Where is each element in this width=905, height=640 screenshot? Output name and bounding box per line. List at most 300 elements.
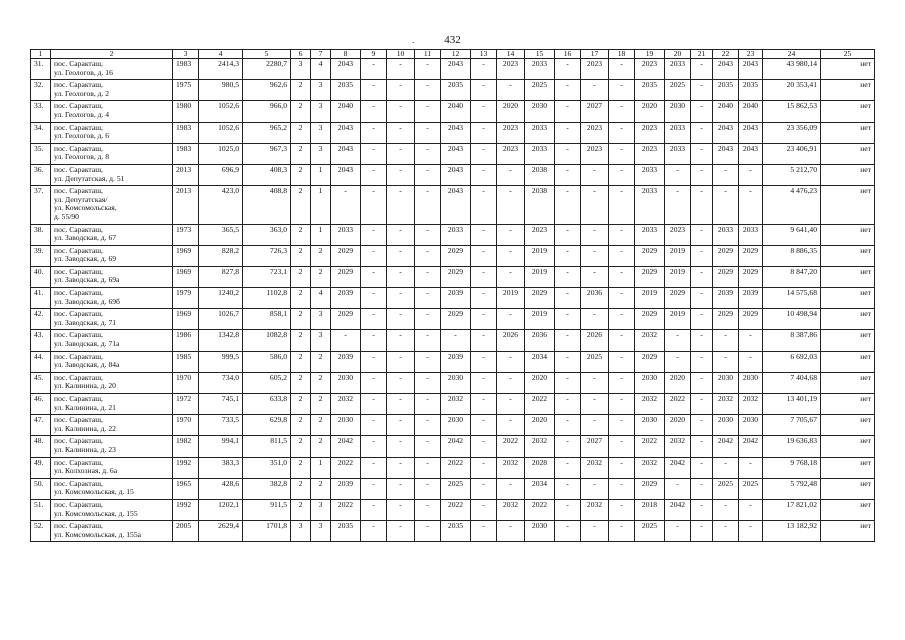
data-cell: - bbox=[331, 330, 361, 351]
data-cell: 2033 bbox=[739, 224, 763, 245]
address-line: пос. Саракташ, bbox=[54, 415, 103, 425]
data-cell: - bbox=[555, 186, 581, 224]
data-cell: 2032 bbox=[441, 394, 471, 415]
data-cell: 2043 bbox=[441, 59, 471, 80]
data-cell: 4 bbox=[311, 288, 331, 309]
data-cell: - bbox=[415, 478, 441, 499]
area-cell: 999,5 bbox=[199, 351, 243, 372]
data-cell: - bbox=[387, 80, 415, 101]
data-cell: - bbox=[415, 351, 441, 372]
area-cell: 1026,7 bbox=[199, 309, 243, 330]
address-cell bbox=[51, 224, 173, 245]
area-cell: 734,0 bbox=[199, 372, 243, 393]
data-cell: - bbox=[415, 122, 441, 143]
area-cell: 980,5 bbox=[199, 80, 243, 101]
table-row bbox=[31, 394, 875, 415]
year-built-cell: 2013 bbox=[173, 164, 199, 185]
data-cell: - bbox=[665, 186, 691, 224]
year-built-cell: 1972 bbox=[173, 394, 199, 415]
data-cell: - bbox=[361, 309, 387, 330]
data-cell: 2018 bbox=[635, 499, 665, 520]
data-cell: 2022 bbox=[635, 436, 665, 457]
data-cell: 2 bbox=[311, 478, 331, 499]
address-line: пос. Саракташ, bbox=[54, 330, 103, 340]
data-cell: - bbox=[691, 186, 713, 224]
data-cell: 2 bbox=[291, 143, 311, 164]
data-cell: - bbox=[609, 394, 635, 415]
data-cell: 2043 bbox=[331, 164, 361, 185]
data-cell: - bbox=[471, 245, 497, 266]
data-cell: - bbox=[555, 351, 581, 372]
year-built-cell: 1970 bbox=[173, 415, 199, 436]
data-cell: 2022 bbox=[525, 394, 555, 415]
column-number-cell: 21 bbox=[691, 50, 713, 59]
column-number-cell: 15 bbox=[525, 50, 555, 59]
data-cell: - bbox=[609, 80, 635, 101]
data-cell: 2033 bbox=[635, 224, 665, 245]
data-cell: - bbox=[361, 478, 387, 499]
data-cell: 2043 bbox=[739, 143, 763, 164]
data-cell: - bbox=[713, 499, 739, 520]
data-cell: 2023 bbox=[665, 224, 691, 245]
data-cell: - bbox=[555, 372, 581, 393]
row-number-cell: 34. bbox=[31, 122, 51, 143]
address-line: ул. Комсомольская, д. 155а bbox=[54, 529, 141, 539]
page-dot: . bbox=[412, 35, 415, 45]
data-cell: - bbox=[387, 101, 415, 122]
data-cell: - bbox=[609, 436, 635, 457]
data-cell: - bbox=[555, 101, 581, 122]
data-cell: - bbox=[609, 122, 635, 143]
data-cell: 3 bbox=[311, 330, 331, 351]
data-cell: 2 bbox=[291, 288, 311, 309]
address-cell bbox=[51, 521, 173, 542]
data-cell: 2042 bbox=[441, 436, 471, 457]
status-cell: нет bbox=[821, 394, 875, 415]
status-cell: нет bbox=[821, 164, 875, 185]
address-cell bbox=[51, 80, 173, 101]
data-cell: 2042 bbox=[665, 499, 691, 520]
data-cell: 2023 bbox=[497, 143, 525, 164]
data-cell: - bbox=[387, 143, 415, 164]
year-built-cell: 1969 bbox=[173, 309, 199, 330]
area-cell: 966,0 bbox=[243, 101, 291, 122]
column-number-cell: 18 bbox=[609, 50, 635, 59]
data-cell: 2 bbox=[311, 415, 331, 436]
column-number-row bbox=[31, 50, 875, 59]
address-line: пос. Саракташ, bbox=[54, 266, 103, 276]
table-row bbox=[31, 288, 875, 309]
status-cell: нет bbox=[821, 186, 875, 224]
data-cell: - bbox=[665, 351, 691, 372]
data-cell: 2032 bbox=[497, 457, 525, 478]
data-cell: - bbox=[471, 457, 497, 478]
data-cell: 2032 bbox=[581, 457, 609, 478]
data-cell: 2032 bbox=[635, 330, 665, 351]
data-cell: - bbox=[387, 478, 415, 499]
data-cell: 3 bbox=[311, 521, 331, 542]
area-cell: 1342,8 bbox=[199, 330, 243, 351]
data-cell: 2 bbox=[291, 245, 311, 266]
data-cell: 1 bbox=[311, 457, 331, 478]
data-cell: - bbox=[739, 457, 763, 478]
cost-cell: 5 212,70 bbox=[763, 164, 821, 185]
data-cell: 2023 bbox=[525, 224, 555, 245]
data-cell: - bbox=[555, 457, 581, 478]
table-row bbox=[31, 521, 875, 542]
data-cell: 2032 bbox=[739, 394, 763, 415]
address-line: пос. Саракташ, bbox=[54, 457, 103, 467]
data-cell: - bbox=[361, 101, 387, 122]
data-cell: - bbox=[555, 478, 581, 499]
data-cell: - bbox=[471, 224, 497, 245]
address-cell bbox=[51, 330, 173, 351]
data-cell: - bbox=[415, 288, 441, 309]
data-cell: - bbox=[387, 394, 415, 415]
data-cell: - bbox=[555, 330, 581, 351]
table-row bbox=[31, 122, 875, 143]
table-row bbox=[31, 330, 875, 351]
cost-cell: 9 768,18 bbox=[763, 457, 821, 478]
data-cell: - bbox=[387, 521, 415, 542]
data-cell: 2036 bbox=[581, 288, 609, 309]
data-cell: 2 bbox=[291, 330, 311, 351]
data-cell: - bbox=[387, 309, 415, 330]
data-cell: - bbox=[471, 521, 497, 542]
data-cell: 2034 bbox=[525, 478, 555, 499]
data-cell: 1 bbox=[311, 164, 331, 185]
address-line: ул. Колхозная, д. 6а bbox=[54, 466, 118, 476]
area-cell: 1025,0 bbox=[199, 143, 243, 164]
data-cell: - bbox=[739, 499, 763, 520]
data-cell: - bbox=[555, 164, 581, 185]
data-cell: 2043 bbox=[331, 143, 361, 164]
status-cell: нет bbox=[821, 288, 875, 309]
address-line: ул. Калинина, д. 23 bbox=[54, 444, 116, 454]
status-cell: нет bbox=[821, 457, 875, 478]
data-cell: 2019 bbox=[665, 245, 691, 266]
data-cell: - bbox=[415, 245, 441, 266]
data-cell: - bbox=[415, 372, 441, 393]
address-line: ул. Комсомольская, bbox=[54, 203, 117, 213]
data-cell: 2023 bbox=[581, 143, 609, 164]
address-line: д. 55/90 bbox=[54, 211, 79, 221]
data-cell: - bbox=[691, 101, 713, 122]
data-cell: 2033 bbox=[525, 143, 555, 164]
area-cell: 1082,8 bbox=[243, 330, 291, 351]
data-cell: 2 bbox=[291, 499, 311, 520]
address-line: ул. Геологов, д. 8 bbox=[54, 152, 110, 162]
row-number-cell: 33. bbox=[31, 101, 51, 122]
data-cell: - bbox=[691, 59, 713, 80]
data-cell: 2039 bbox=[739, 288, 763, 309]
address-cell bbox=[51, 186, 173, 224]
address-line: ул. Депутатская, д. 51 bbox=[54, 173, 125, 183]
data-cell: 2040 bbox=[739, 101, 763, 122]
area-cell: 428,6 bbox=[199, 478, 243, 499]
data-cell: 3 bbox=[311, 122, 331, 143]
address-line: ул. Заводская, д. 84а bbox=[54, 360, 120, 370]
data-cell: - bbox=[497, 372, 525, 393]
year-built-cell: 1979 bbox=[173, 288, 199, 309]
data-cell: - bbox=[691, 164, 713, 185]
area-cell: 423,0 bbox=[199, 186, 243, 224]
status-cell: нет bbox=[821, 59, 875, 80]
data-cell: 2043 bbox=[713, 143, 739, 164]
data-cell: - bbox=[581, 186, 609, 224]
area-cell: 605,2 bbox=[243, 372, 291, 393]
data-cell: - bbox=[361, 288, 387, 309]
data-cell: 2029 bbox=[635, 351, 665, 372]
data-cell: - bbox=[471, 186, 497, 224]
cost-cell: 9 641,40 bbox=[763, 224, 821, 245]
status-cell: нет bbox=[821, 266, 875, 287]
status-cell: нет bbox=[821, 143, 875, 164]
data-cell: 2020 bbox=[525, 415, 555, 436]
data-cell: - bbox=[361, 330, 387, 351]
address-line: пос. Саракташ, bbox=[54, 521, 103, 531]
data-cell: - bbox=[415, 186, 441, 224]
column-number-cell: 22 bbox=[713, 50, 739, 59]
data-cell: - bbox=[471, 266, 497, 287]
data-cell: 2030 bbox=[739, 415, 763, 436]
data-cell: - bbox=[331, 186, 361, 224]
data-cell: 2029 bbox=[331, 245, 361, 266]
data-cell: - bbox=[361, 351, 387, 372]
data-cell: 2023 bbox=[497, 122, 525, 143]
data-cell: 2035 bbox=[331, 521, 361, 542]
address-cell bbox=[51, 59, 173, 80]
data-cell: 2 bbox=[291, 351, 311, 372]
address-line: пос. Саракташ, bbox=[54, 245, 103, 255]
data-cell: - bbox=[415, 394, 441, 415]
data-cell: - bbox=[471, 288, 497, 309]
address-line: ул. Комсомольская, д. 155 bbox=[54, 508, 138, 518]
data-cell: - bbox=[581, 415, 609, 436]
data-cell: - bbox=[387, 186, 415, 224]
column-number-cell: 8 bbox=[331, 50, 361, 59]
data-cell: - bbox=[691, 143, 713, 164]
address-line: ул. Геологов, д. 2 bbox=[54, 88, 110, 98]
status-cell: нет bbox=[821, 80, 875, 101]
data-cell: - bbox=[713, 457, 739, 478]
data-cell: - bbox=[471, 122, 497, 143]
data-cell: - bbox=[581, 245, 609, 266]
data-cell: - bbox=[387, 59, 415, 80]
data-cell: - bbox=[609, 101, 635, 122]
table-row bbox=[31, 372, 875, 393]
data-cell: 2030 bbox=[635, 415, 665, 436]
status-cell: нет bbox=[821, 478, 875, 499]
data-cell: 3 bbox=[291, 59, 311, 80]
data-cell: - bbox=[497, 309, 525, 330]
address-line: пос. Саракташ, bbox=[54, 478, 103, 488]
row-number-cell: 31. bbox=[31, 59, 51, 80]
area-cell: 1701,8 bbox=[243, 521, 291, 542]
data-cell: - bbox=[609, 457, 635, 478]
data-cell: 2032 bbox=[581, 499, 609, 520]
data-cell: 2029 bbox=[441, 309, 471, 330]
data-cell: - bbox=[555, 499, 581, 520]
data-cell: - bbox=[713, 330, 739, 351]
data-cell: 2039 bbox=[331, 288, 361, 309]
data-cell: - bbox=[691, 436, 713, 457]
data-cell: - bbox=[471, 415, 497, 436]
area-cell: 911,5 bbox=[243, 499, 291, 520]
address-line: пос. Саракташ, bbox=[54, 186, 103, 196]
address-line: ул. Заводская, д. 71 bbox=[54, 317, 117, 327]
data-cell: 2023 bbox=[581, 122, 609, 143]
data-cell: - bbox=[691, 245, 713, 266]
column-number-cell: 12 bbox=[441, 50, 471, 59]
data-cell: 2035 bbox=[331, 80, 361, 101]
data-cell: 2020 bbox=[665, 415, 691, 436]
address-cell bbox=[51, 245, 173, 266]
address-line: пос. Саракташ, bbox=[54, 59, 103, 68]
data-cell: 2 bbox=[291, 457, 311, 478]
data-cell: - bbox=[555, 521, 581, 542]
area-cell: 629,8 bbox=[243, 415, 291, 436]
address-line: ул. Заводская, д. 69б bbox=[54, 296, 120, 306]
data-cell: - bbox=[387, 351, 415, 372]
area-cell: 1102,8 bbox=[243, 288, 291, 309]
data-cell: 2029 bbox=[713, 309, 739, 330]
row-number-cell: 49. bbox=[31, 457, 51, 478]
data-cell: 2040 bbox=[331, 101, 361, 122]
area-cell: 994,1 bbox=[199, 436, 243, 457]
area-cell: 811,5 bbox=[243, 436, 291, 457]
data-cell: 2029 bbox=[635, 309, 665, 330]
data-cell: - bbox=[665, 164, 691, 185]
data-cell: 2030 bbox=[713, 372, 739, 393]
data-cell: - bbox=[555, 266, 581, 287]
table-row bbox=[31, 59, 875, 80]
data-cell: 2043 bbox=[713, 122, 739, 143]
data-cell: 2039 bbox=[713, 288, 739, 309]
data-cell: 2029 bbox=[331, 266, 361, 287]
data-cell: 2025 bbox=[713, 478, 739, 499]
data-cell: - bbox=[471, 351, 497, 372]
data-cell: - bbox=[471, 478, 497, 499]
area-cell: 723,1 bbox=[243, 266, 291, 287]
data-cell: 2040 bbox=[441, 101, 471, 122]
data-cell: - bbox=[415, 101, 441, 122]
data-cell: - bbox=[609, 309, 635, 330]
cost-cell: 4 476,23 bbox=[763, 186, 821, 224]
data-cell: - bbox=[581, 224, 609, 245]
data-cell: - bbox=[415, 436, 441, 457]
column-number-cell: 23 bbox=[739, 50, 763, 59]
data-cell: 2029 bbox=[713, 245, 739, 266]
data-cell: - bbox=[691, 122, 713, 143]
area-cell: 1202,1 bbox=[199, 499, 243, 520]
status-cell: нет bbox=[821, 330, 875, 351]
status-cell: нет bbox=[821, 415, 875, 436]
address-line: ул. Заводская, д. 71а bbox=[54, 339, 120, 349]
table-row bbox=[31, 101, 875, 122]
data-cell: 2029 bbox=[525, 288, 555, 309]
address-line: ул. Комсомольская, д. 15 bbox=[54, 487, 134, 497]
data-cell: - bbox=[415, 415, 441, 436]
data-cell: 2 bbox=[311, 372, 331, 393]
data-cell: - bbox=[497, 394, 525, 415]
data-cell: - bbox=[497, 80, 525, 101]
address-line: ул. Геологов, д. 6 bbox=[54, 131, 110, 141]
data-cell: 2 bbox=[311, 245, 331, 266]
row-number-cell: 36. bbox=[31, 164, 51, 185]
row-number-cell: 39. bbox=[31, 245, 51, 266]
data-cell: 2 bbox=[291, 394, 311, 415]
data-cell: - bbox=[609, 164, 635, 185]
data-cell: 2 bbox=[291, 309, 311, 330]
data-cell: 2019 bbox=[525, 245, 555, 266]
column-number-cell: 17 bbox=[581, 50, 609, 59]
data-cell: - bbox=[581, 309, 609, 330]
area-cell: 1052,6 bbox=[199, 101, 243, 122]
data-cell: - bbox=[387, 372, 415, 393]
address-line: ул. Заводская, д. 69 bbox=[54, 254, 117, 264]
data-cell: - bbox=[387, 288, 415, 309]
data-cell: - bbox=[361, 186, 387, 224]
address-cell bbox=[51, 499, 173, 520]
data-cell: 2042 bbox=[665, 457, 691, 478]
data-cell: - bbox=[691, 80, 713, 101]
table-row bbox=[31, 266, 875, 287]
data-cell: - bbox=[387, 224, 415, 245]
data-cell: - bbox=[739, 330, 763, 351]
data-cell: - bbox=[555, 59, 581, 80]
data-cell: - bbox=[555, 415, 581, 436]
data-cell: 2029 bbox=[739, 309, 763, 330]
data-cell: 2039 bbox=[331, 351, 361, 372]
area-cell: 965,2 bbox=[243, 122, 291, 143]
data-cell: - bbox=[739, 186, 763, 224]
data-cell: 2043 bbox=[441, 164, 471, 185]
data-cell: 2 bbox=[291, 372, 311, 393]
table-row bbox=[31, 80, 875, 101]
data-cell: 2019 bbox=[497, 288, 525, 309]
data-cell: 2038 bbox=[525, 164, 555, 185]
data-cell: - bbox=[361, 457, 387, 478]
cost-cell: 6 692,03 bbox=[763, 351, 821, 372]
column-number-cell: 19 bbox=[635, 50, 665, 59]
data-cell: 2019 bbox=[665, 309, 691, 330]
data-cell: 2029 bbox=[665, 288, 691, 309]
data-cell: - bbox=[415, 330, 441, 351]
data-cell: 2 bbox=[291, 436, 311, 457]
row-number-cell: 43. bbox=[31, 330, 51, 351]
status-cell: нет bbox=[821, 372, 875, 393]
row-number-cell: 37. bbox=[31, 186, 51, 224]
area-cell: 351,0 bbox=[243, 457, 291, 478]
data-cell: 2025 bbox=[635, 521, 665, 542]
data-cell: 2030 bbox=[713, 415, 739, 436]
data-cell: - bbox=[387, 457, 415, 478]
data-cell: - bbox=[497, 415, 525, 436]
data-cell: 2032 bbox=[525, 436, 555, 457]
data-cell: - bbox=[581, 266, 609, 287]
cost-cell: 23 406,91 bbox=[763, 143, 821, 164]
table-row bbox=[31, 245, 875, 266]
data-cell: 2033 bbox=[665, 143, 691, 164]
cost-cell: 13 401,19 bbox=[763, 394, 821, 415]
data-cell: 2029 bbox=[713, 266, 739, 287]
table-row bbox=[31, 436, 875, 457]
data-cell: - bbox=[739, 521, 763, 542]
data-cell: - bbox=[497, 224, 525, 245]
status-cell: нет bbox=[821, 436, 875, 457]
data-cell: - bbox=[497, 478, 525, 499]
